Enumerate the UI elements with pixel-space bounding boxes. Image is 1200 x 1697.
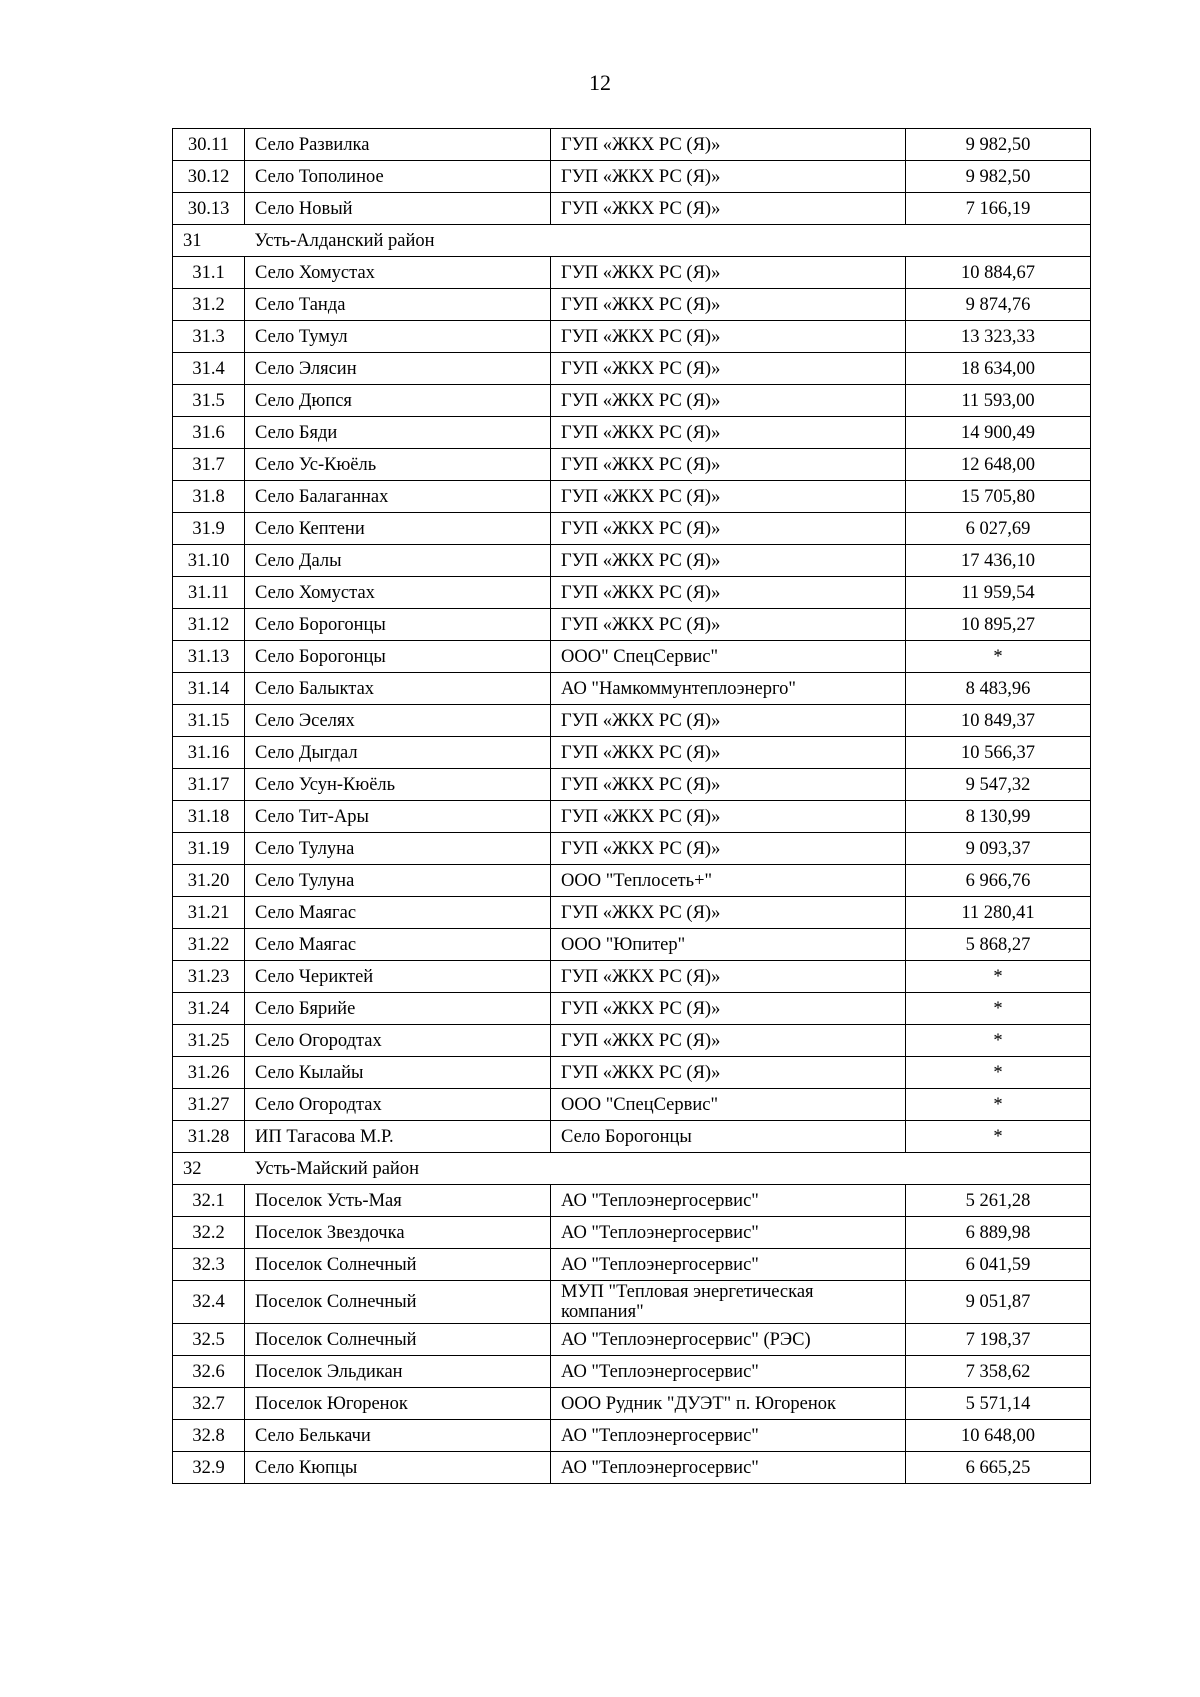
- row-number: 31.23: [173, 961, 245, 993]
- row-number: 30.13: [173, 193, 245, 225]
- table-body: [173, 129, 1091, 1484]
- table-row: [173, 705, 1091, 737]
- row-locality: Село Чериктей: [245, 961, 551, 993]
- page-number: 12: [589, 70, 611, 95]
- row-organization: ООО "Юпитер": [551, 929, 906, 961]
- row-organization: ГУП «ЖКХ РС (Я)»: [551, 769, 906, 801]
- table-row: [173, 129, 1091, 161]
- row-organization: ГУП «ЖКХ РС (Я)»: [551, 417, 906, 449]
- row-locality: Село Маягас: [245, 897, 551, 929]
- row-number: 31.21: [173, 897, 245, 929]
- row-number: 31.4: [173, 353, 245, 385]
- table-row: [173, 673, 1091, 705]
- table-row: [173, 193, 1091, 225]
- row-organization: ГУП «ЖКХ РС (Я)»: [551, 961, 906, 993]
- row-organization: ООО "Теплосеть+": [551, 865, 906, 897]
- row-organization: ГУП «ЖКХ РС (Я)»: [551, 993, 906, 1025]
- row-locality: Село Кептени: [245, 513, 551, 545]
- row-tariff-value: 10 895,27: [906, 609, 1091, 641]
- row-locality: Село Ус-Кюёль: [245, 449, 551, 481]
- row-locality: Поселок Солнечный: [245, 1281, 551, 1324]
- row-tariff-value: 8 483,96: [906, 673, 1091, 705]
- table-row: [173, 801, 1091, 833]
- row-tariff-value: 10 566,37: [906, 737, 1091, 769]
- row-locality: Поселок Югоренок: [245, 1388, 551, 1420]
- tariff-table: [172, 128, 1091, 1484]
- row-locality: Поселок Солнечный: [245, 1324, 551, 1356]
- row-tariff-value: 7 198,37: [906, 1324, 1091, 1356]
- row-tariff-value: *: [906, 1025, 1091, 1057]
- row-locality: ИП Тагасова М.Р.: [245, 1121, 551, 1153]
- table-row: [173, 961, 1091, 993]
- row-locality: Село Дюпся: [245, 385, 551, 417]
- row-locality: Село Огородтах: [245, 1089, 551, 1121]
- row-number: 32.2: [173, 1217, 245, 1249]
- row-number: 31.28: [173, 1121, 245, 1153]
- table-row: [173, 321, 1091, 353]
- table-row: [173, 257, 1091, 289]
- row-organization: ООО" СпецСервис": [551, 641, 906, 673]
- row-number: 31.27: [173, 1089, 245, 1121]
- row-organization: АО "Намкоммунтеплоэнерго": [551, 673, 906, 705]
- table-row: [173, 641, 1091, 673]
- row-organization: АО "Теплоэнергосервис": [551, 1420, 906, 1452]
- row-locality: Село Хомустах: [245, 577, 551, 609]
- section-row: [173, 1153, 1091, 1185]
- row-tariff-value: *: [906, 1057, 1091, 1089]
- row-organization: АО "Теплоэнергосервис": [551, 1452, 906, 1484]
- row-number: 32.1: [173, 1185, 245, 1217]
- row-organization: ГУП «ЖКХ РС (Я)»: [551, 577, 906, 609]
- row-locality: Село Элясин: [245, 353, 551, 385]
- row-tariff-value: 11 959,54: [906, 577, 1091, 609]
- row-tariff-value: 11 593,00: [906, 385, 1091, 417]
- row-locality: Поселок Звездочка: [245, 1217, 551, 1249]
- table-row: [173, 1185, 1091, 1217]
- row-number: 32.4: [173, 1281, 245, 1324]
- row-number: 31.19: [173, 833, 245, 865]
- row-tariff-value: 9 982,50: [906, 129, 1091, 161]
- row-organization: АО "Теплоэнергосервис": [551, 1356, 906, 1388]
- row-tariff-value: 5 261,28: [906, 1185, 1091, 1217]
- row-locality: Село Балыктах: [245, 673, 551, 705]
- row-tariff-value: 8 130,99: [906, 801, 1091, 833]
- row-organization: ГУП «ЖКХ РС (Я)»: [551, 321, 906, 353]
- row-locality: Село Тит-Ары: [245, 801, 551, 833]
- row-organization: ГУП «ЖКХ РС (Я)»: [551, 705, 906, 737]
- table-row: [173, 1025, 1091, 1057]
- row-locality: Село Эселях: [245, 705, 551, 737]
- table-row: [173, 385, 1091, 417]
- row-organization: ГУП «ЖКХ РС (Я)»: [551, 481, 906, 513]
- row-tariff-value: 9 874,76: [906, 289, 1091, 321]
- row-number: 32.6: [173, 1356, 245, 1388]
- row-tariff-value: 10 849,37: [906, 705, 1091, 737]
- row-locality: Село Бярийе: [245, 993, 551, 1025]
- table-row: [173, 609, 1091, 641]
- row-tariff-value: 10 648,00: [906, 1420, 1091, 1452]
- row-organization: ГУП «ЖКХ РС (Я)»: [551, 449, 906, 481]
- section-row: [173, 225, 1091, 257]
- row-locality: Село Дыгдал: [245, 737, 551, 769]
- row-tariff-value: 9 547,32: [906, 769, 1091, 801]
- table-row: [173, 737, 1091, 769]
- section-title: Усть-Майский район: [245, 1153, 1091, 1185]
- table-row: [173, 833, 1091, 865]
- row-tariff-value: *: [906, 993, 1091, 1025]
- table-row: [173, 1388, 1091, 1420]
- section-title: Усть-Алданский район: [245, 225, 1091, 257]
- row-tariff-value: 9 982,50: [906, 161, 1091, 193]
- table-row: [173, 1324, 1091, 1356]
- row-organization: ГУП «ЖКХ РС (Я)»: [551, 545, 906, 577]
- row-organization: ГУП «ЖКХ РС (Я)»: [551, 513, 906, 545]
- row-organization: МУП "Тепловая энергетическая компания": [551, 1281, 906, 1324]
- row-organization: ГУП «ЖКХ РС (Я)»: [551, 609, 906, 641]
- row-tariff-value: *: [906, 641, 1091, 673]
- row-number: 32.9: [173, 1452, 245, 1484]
- row-organization: ГУП «ЖКХ РС (Я)»: [551, 289, 906, 321]
- table-row: [173, 161, 1091, 193]
- table-row: [173, 1121, 1091, 1153]
- table-row: [173, 1089, 1091, 1121]
- table-row: [173, 1452, 1091, 1484]
- row-locality: Село Танда: [245, 289, 551, 321]
- row-number: 31.22: [173, 929, 245, 961]
- table-row: [173, 1281, 1091, 1324]
- row-locality: Село Тумул: [245, 321, 551, 353]
- row-locality: Село Хомустах: [245, 257, 551, 289]
- table-row: [173, 481, 1091, 513]
- row-tariff-value: *: [906, 1089, 1091, 1121]
- row-organization: ГУП «ЖКХ РС (Я)»: [551, 161, 906, 193]
- table-row: [173, 1420, 1091, 1452]
- row-tariff-value: 11 280,41: [906, 897, 1091, 929]
- row-number: 31.17: [173, 769, 245, 801]
- row-organization: ГУП «ЖКХ РС (Я)»: [551, 737, 906, 769]
- row-tariff-value: 17 436,10: [906, 545, 1091, 577]
- row-number: 31.8: [173, 481, 245, 513]
- row-locality: Село Маягас: [245, 929, 551, 961]
- row-locality: Село Усун-Кюёль: [245, 769, 551, 801]
- row-organization: ГУП «ЖКХ РС (Я)»: [551, 801, 906, 833]
- row-locality: Село Огородтах: [245, 1025, 551, 1057]
- row-number: 31.10: [173, 545, 245, 577]
- row-locality: Село Далы: [245, 545, 551, 577]
- table-row: [173, 545, 1091, 577]
- row-tariff-value: 15 705,80: [906, 481, 1091, 513]
- row-number: 30.12: [173, 161, 245, 193]
- row-tariff-value: 5 571,14: [906, 1388, 1091, 1420]
- row-tariff-value: *: [906, 1121, 1091, 1153]
- row-locality: Село Бяди: [245, 417, 551, 449]
- table-row: [173, 993, 1091, 1025]
- row-number: 31.7: [173, 449, 245, 481]
- table-row: [173, 1356, 1091, 1388]
- table-row: [173, 769, 1091, 801]
- row-number: 31.9: [173, 513, 245, 545]
- table-row: [173, 449, 1091, 481]
- row-organization: ООО Рудник "ДУЭТ" п. Югоренок: [551, 1388, 906, 1420]
- row-number: 31.26: [173, 1057, 245, 1089]
- table-row: [173, 1217, 1091, 1249]
- section-number: 32: [173, 1153, 245, 1185]
- row-tariff-value: 6 041,59: [906, 1249, 1091, 1281]
- row-organization: ГУП «ЖКХ РС (Я)»: [551, 1057, 906, 1089]
- row-organization: АО "Теплоэнергосервис": [551, 1249, 906, 1281]
- row-tariff-value: 18 634,00: [906, 353, 1091, 385]
- row-organization: ГУП «ЖКХ РС (Я)»: [551, 129, 906, 161]
- table-row: [173, 577, 1091, 609]
- row-number: 31.24: [173, 993, 245, 1025]
- row-tariff-value: 6 889,98: [906, 1217, 1091, 1249]
- row-locality: Село Тулуна: [245, 833, 551, 865]
- row-number: 31.15: [173, 705, 245, 737]
- row-locality: Село Борогонцы: [245, 609, 551, 641]
- row-organization: ГУП «ЖКХ РС (Я)»: [551, 1025, 906, 1057]
- row-tariff-value: 6 966,76: [906, 865, 1091, 897]
- section-number: 31: [173, 225, 245, 257]
- table-row: [173, 513, 1091, 545]
- row-number: 31.2: [173, 289, 245, 321]
- table-row: [173, 929, 1091, 961]
- row-locality: Село Кюпцы: [245, 1452, 551, 1484]
- row-organization: ГУП «ЖКХ РС (Я)»: [551, 353, 906, 385]
- table-row: [173, 417, 1091, 449]
- table-row: [173, 1057, 1091, 1089]
- row-number: 32.5: [173, 1324, 245, 1356]
- row-number: 32.8: [173, 1420, 245, 1452]
- row-tariff-value: 7 358,62: [906, 1356, 1091, 1388]
- row-tariff-value: 9 093,37: [906, 833, 1091, 865]
- row-number: 31.14: [173, 673, 245, 705]
- row-locality: Село Борогонцы: [245, 641, 551, 673]
- row-locality: Село Балаганнах: [245, 481, 551, 513]
- row-number: 31.25: [173, 1025, 245, 1057]
- row-tariff-value: 6 665,25: [906, 1452, 1091, 1484]
- row-number: 32.7: [173, 1388, 245, 1420]
- row-locality: Село Тулуна: [245, 865, 551, 897]
- row-number: 31.3: [173, 321, 245, 353]
- row-locality: Село Кылайы: [245, 1057, 551, 1089]
- row-organization: ГУП «ЖКХ РС (Я)»: [551, 833, 906, 865]
- row-number: 31.12: [173, 609, 245, 641]
- row-organization: Село Борогонцы: [551, 1121, 906, 1153]
- row-organization: ООО "СпецСервис": [551, 1089, 906, 1121]
- row-number: 31.16: [173, 737, 245, 769]
- table-row: [173, 1249, 1091, 1281]
- row-organization: ГУП «ЖКХ РС (Я)»: [551, 257, 906, 289]
- row-tariff-value: 9 051,87: [906, 1281, 1091, 1324]
- row-number: 31.6: [173, 417, 245, 449]
- row-tariff-value: 14 900,49: [906, 417, 1091, 449]
- table-row: [173, 865, 1091, 897]
- row-locality: Поселок Усть-Мая: [245, 1185, 551, 1217]
- row-number: 31.20: [173, 865, 245, 897]
- row-locality: Поселок Эльдикан: [245, 1356, 551, 1388]
- row-organization: ГУП «ЖКХ РС (Я)»: [551, 385, 906, 417]
- row-organization: ГУП «ЖКХ РС (Я)»: [551, 897, 906, 929]
- row-tariff-value: 13 323,33: [906, 321, 1091, 353]
- row-locality: Село Белькачи: [245, 1420, 551, 1452]
- row-organization: ГУП «ЖКХ РС (Я)»: [551, 193, 906, 225]
- row-tariff-value: 10 884,67: [906, 257, 1091, 289]
- row-number: 31.1: [173, 257, 245, 289]
- row-tariff-value: 12 648,00: [906, 449, 1091, 481]
- row-tariff-value: 5 868,27: [906, 929, 1091, 961]
- row-number: 30.11: [173, 129, 245, 161]
- row-tariff-value: 6 027,69: [906, 513, 1091, 545]
- row-number: 31.11: [173, 577, 245, 609]
- row-tariff-value: 7 166,19: [906, 193, 1091, 225]
- row-locality: Село Новый: [245, 193, 551, 225]
- row-number: 31.18: [173, 801, 245, 833]
- table-row: [173, 289, 1091, 321]
- row-locality: Село Тополиное: [245, 161, 551, 193]
- row-number: 32.3: [173, 1249, 245, 1281]
- table-row: [173, 353, 1091, 385]
- row-number: 31.13: [173, 641, 245, 673]
- row-organization: АО "Теплоэнергосервис": [551, 1217, 906, 1249]
- row-locality: Село Развилка: [245, 129, 551, 161]
- row-locality: Поселок Солнечный: [245, 1249, 551, 1281]
- table-row: [173, 897, 1091, 929]
- row-tariff-value: *: [906, 961, 1091, 993]
- row-organization: АО "Теплоэнергосервис" (РЭС): [551, 1324, 906, 1356]
- row-organization: АО "Теплоэнергосервис": [551, 1185, 906, 1217]
- row-number: 31.5: [173, 385, 245, 417]
